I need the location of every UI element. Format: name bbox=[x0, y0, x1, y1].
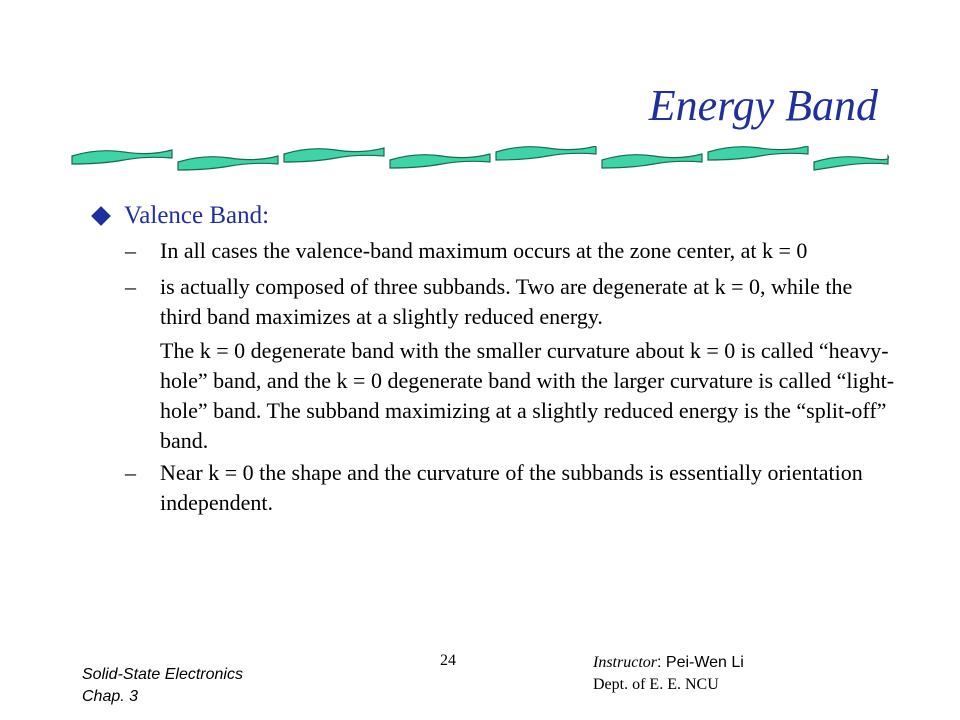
dash-marker: – bbox=[125, 460, 136, 485]
footer-instructor-info bbox=[593, 652, 744, 696]
instructor-label: Instructor bbox=[593, 654, 657, 671]
instructor-name: : Pei-Wen Li bbox=[657, 654, 744, 671]
chapter-label: Chap. 3 bbox=[82, 688, 139, 705]
dash-marker: – bbox=[125, 238, 136, 263]
bullet-label: Valence Band: bbox=[124, 202, 270, 229]
wave-segment bbox=[178, 156, 278, 170]
wave-segment bbox=[708, 146, 808, 160]
list-item-text: The k = 0 degenerate band with the smaller curvature about k = 0 is called “heavy-hole” band, and the k = 0 degenerate band with the larger curvature is called “light-hole” band. The subband maximizing at a slightly reduced energy is the “split-off” band. bbox=[160, 338, 895, 453]
course-name: Solid-State Electronics bbox=[82, 666, 243, 683]
list-item-text: Near k = 0 the shape and the curvature of the subbands is essentially orientation independent. bbox=[160, 460, 863, 515]
slide-title: Energy Band bbox=[648, 81, 878, 130]
page-number: 24 bbox=[440, 652, 456, 669]
wave-segment bbox=[602, 154, 702, 168]
wave-segment bbox=[814, 156, 889, 170]
wave-segment bbox=[496, 146, 596, 160]
list-item bbox=[125, 458, 895, 518]
department-label: Dept. of E. E. NCU bbox=[593, 676, 719, 693]
wave-segment bbox=[390, 154, 490, 168]
list-item bbox=[125, 236, 895, 266]
list-item-text: is actually composed of three subbands. Two are degenerate at k = 0, while the third band maximizes at a slightly reduced energy. bbox=[160, 274, 853, 329]
diamond-icon bbox=[91, 206, 111, 226]
list-item bbox=[125, 336, 895, 456]
decorative-wave-strip bbox=[68, 146, 892, 182]
footer-course-info bbox=[82, 664, 243, 708]
list-item-text: In all cases the valence-band maximum occurs at the zone center, at k = 0 bbox=[160, 238, 808, 263]
wave-segment bbox=[72, 150, 172, 164]
list-item bbox=[125, 272, 895, 332]
wave-segment bbox=[284, 148, 384, 162]
valence-band-bullet bbox=[90, 202, 269, 230]
dash-marker: – bbox=[125, 274, 136, 299]
